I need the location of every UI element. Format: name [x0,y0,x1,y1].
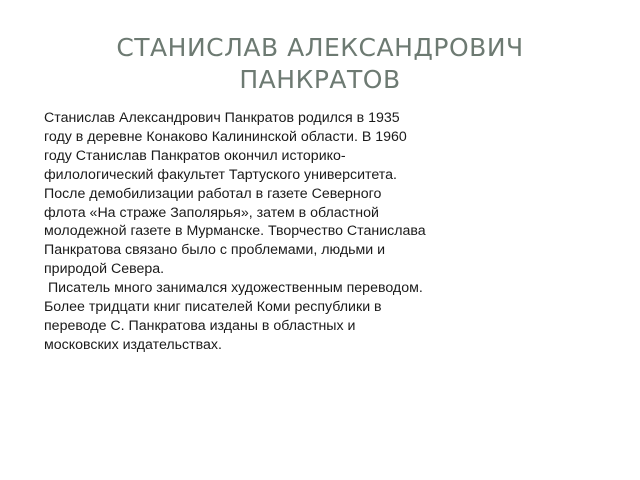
biography-line: молодежной газете в Мурманске. Творчество Станислава [44,223,426,240]
biography-line: московских издательствах. [44,336,222,353]
slide-title [60,32,580,96]
biography-line: Панкратова связано было с проблемами, людьми и [44,242,386,259]
biography-line: После демобилизации работал в газете Северного [44,185,382,202]
biography-line: году Станислав Панкратов окончил историко- [44,147,346,164]
biography-line: филологический факультет Тартуского университета. [44,166,397,183]
biography-line: природой Севера. [44,261,165,278]
biography-line: переводе С. Панкратова изданы в областных и [44,317,356,334]
biography-line: Писатель много занимался художественным переводом. [44,280,423,297]
biography-text [44,109,484,355]
biography-line: году в деревне Конаково Калининской области. В 1960 [44,128,407,145]
biography-line: Станислав Александрович Панкратов родился в 1935 [44,110,400,126]
slide-title-line-1: СТАНИСЛАВ АЛЕКСАНДРОВИЧ [116,33,524,62]
slide-title-line-2: ПАНКРАТОВ [239,65,401,94]
biography-line: флота «На страже Заполярья», затем в областной [44,204,379,221]
biography-line: Более тридцати книг писателей Коми республики в [44,299,382,316]
